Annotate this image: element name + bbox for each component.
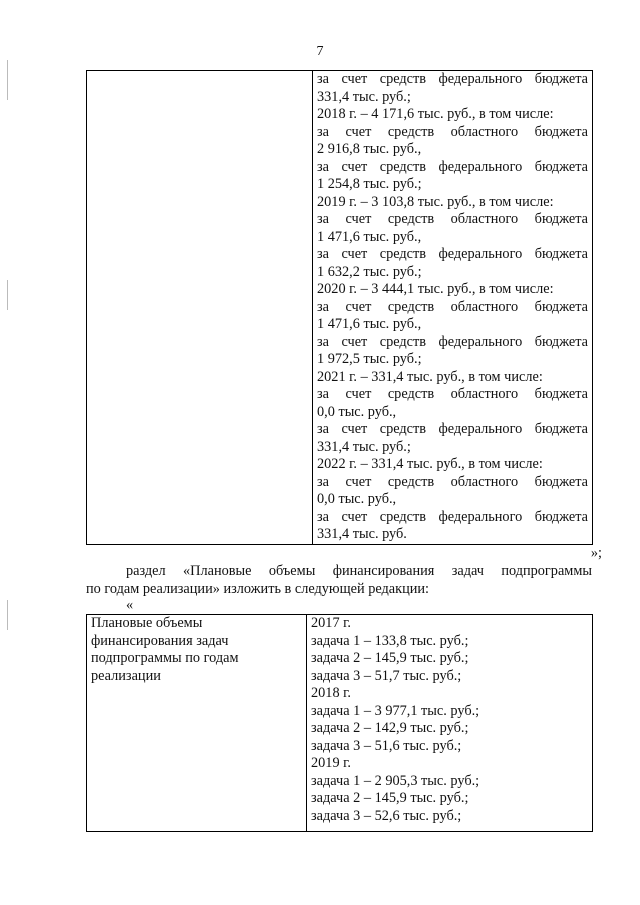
text-line: 2018 г. — [311, 685, 351, 701]
text-line: 1 471,6 тыс. руб., — [317, 316, 422, 332]
closing-quote: »; — [590, 545, 602, 561]
amendment-paragraph — [86, 563, 592, 598]
text-line: за счет средств областного бюджета — [317, 386, 588, 402]
text-line: 1 471,6 тыс. руб., — [317, 228, 422, 245]
text-line: задача 1 – 2 905,3 тыс. руб.; — [311, 772, 480, 789]
text-line: раздел «Плановые объемы финансирования задач подпрограммы — [126, 563, 592, 579]
opening-quote: « — [126, 597, 134, 613]
text-line: за счет средств федерального бюджета — [317, 246, 588, 262]
text-line: задача 1 – 3 977,1 тыс. руб.; — [311, 702, 480, 719]
table-cell-left — [87, 71, 313, 545]
margin-mark — [7, 600, 8, 630]
table-cell-right — [307, 615, 593, 832]
text-line: 2017 г. — [311, 615, 351, 631]
text-line: 1 254,8 тыс. руб.; — [317, 176, 422, 192]
text-line: Плановые объемы — [91, 615, 203, 631]
text-line: 0,0 тыс. руб., — [317, 403, 397, 420]
text-line: задача 3 – 51,6 тыс. руб.; — [311, 737, 462, 754]
text-line: финансирования задач — [91, 632, 229, 649]
table-cell-left — [87, 615, 307, 832]
text-line: за счет средств федерального бюджета — [317, 421, 588, 437]
text-line: подпрограммы по годам — [91, 650, 239, 666]
text-line: 331,4 тыс. руб.; — [317, 88, 411, 105]
text-line: задача 2 – 142,9 тыс. руб.; — [311, 720, 469, 736]
text-line: за счет средств областного бюджета — [317, 123, 588, 140]
text-line: за счет средств областного бюджета — [317, 211, 588, 227]
table-row — [87, 71, 593, 545]
text-line: задача 3 – 51,7 тыс. руб.; — [311, 667, 462, 684]
text-line: 2022 г. – 331,4 тыс. руб., в том числе: — [317, 456, 543, 472]
text-line: 2019 г. – 3 103,8 тыс. руб., в том числе: — [317, 193, 554, 210]
text-line: 1 972,5 тыс. руб.; — [317, 351, 422, 367]
text-line: 331,4 тыс. руб.; — [317, 438, 411, 455]
margin-mark — [7, 280, 8, 310]
text-line: за счет средств федерального бюджета — [317, 71, 588, 87]
text-line: за счет средств федерального бюджета — [317, 333, 588, 350]
text-line: 2 916,8 тыс. руб., — [317, 141, 422, 157]
text-line: за счет средств областного бюджета — [317, 473, 588, 490]
text-line: задача 3 – 52,6 тыс. руб.; — [311, 807, 462, 824]
text-line: задача 1 – 133,8 тыс. руб.; — [311, 632, 469, 649]
text-line: 0,0 тыс. руб., — [317, 491, 397, 507]
text-line: за счет средств областного бюджета — [317, 298, 588, 315]
text-line: 2018 г. – 4 171,6 тыс. руб., в том числе: — [317, 106, 554, 122]
margin-mark — [7, 60, 8, 100]
text-line: задача 2 – 145,9 тыс. руб.; — [311, 790, 469, 806]
page-number: 7 — [316, 44, 324, 59]
text-line: 331,4 тыс. руб. — [317, 526, 407, 542]
text-line: за счет средств федерального бюджета — [317, 158, 588, 175]
text-line: 2019 г. — [311, 755, 351, 771]
text-line: 2020 г. – 3 444,1 тыс. руб., в том числе: — [317, 281, 554, 297]
text-line: 1 632,2 тыс. руб.; — [317, 263, 422, 280]
table-row — [87, 615, 593, 832]
text-line: по годам реализации» изложить в следующей редакции: — [86, 580, 429, 597]
table-cell-right — [313, 71, 593, 545]
funding-table-continued — [86, 70, 593, 545]
text-line: реализации — [91, 667, 161, 684]
text-line: 2021 г. – 331,4 тыс. руб., в том числе: — [317, 368, 543, 385]
text-line: задача 2 – 145,9 тыс. руб.; — [311, 650, 469, 666]
text-line: за счет средств федерального бюджета — [317, 508, 588, 525]
task-funding-table — [86, 614, 593, 832]
